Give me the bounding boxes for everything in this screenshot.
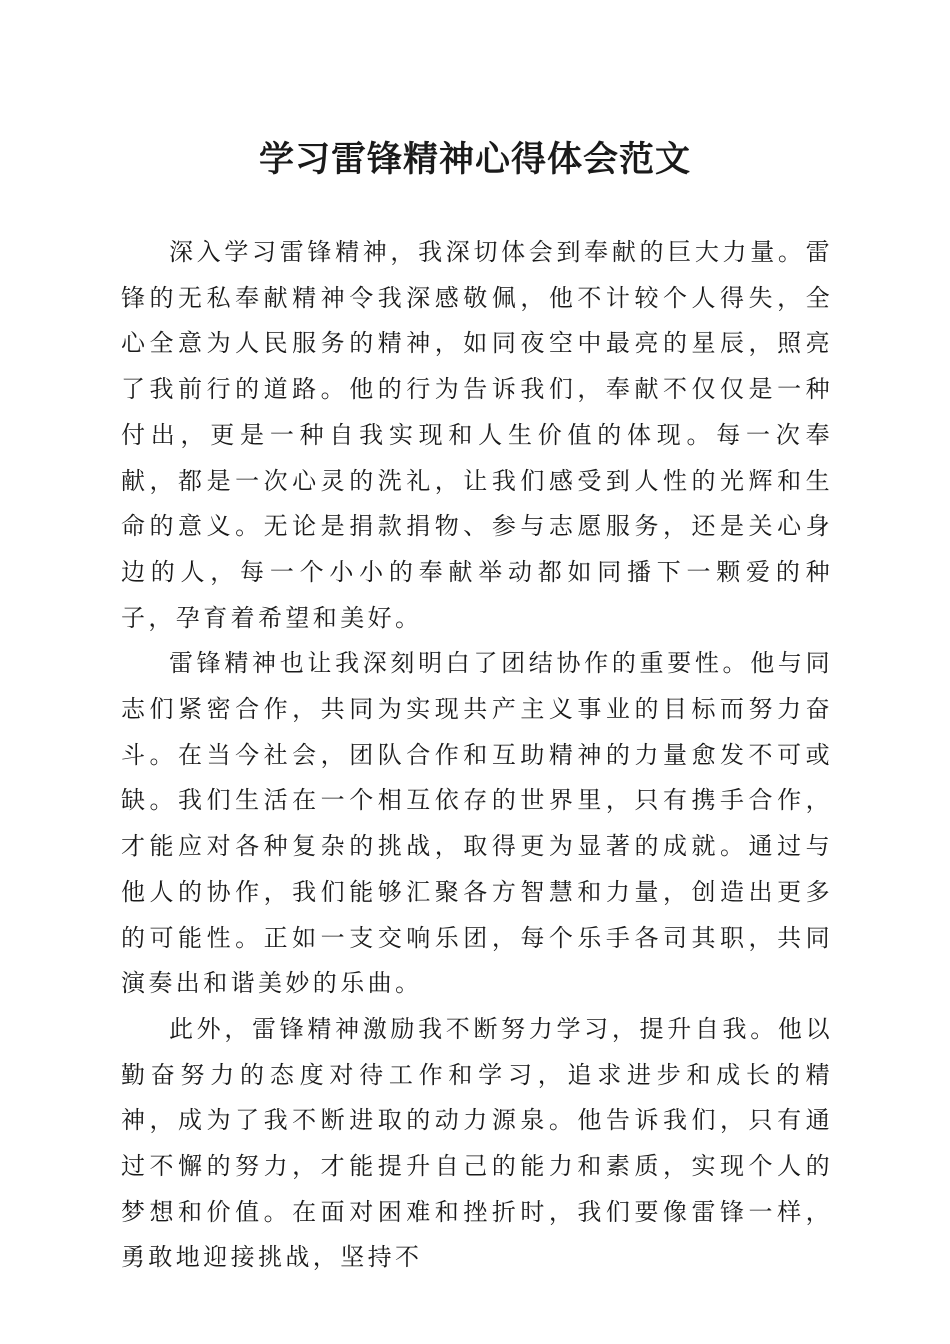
paragraph-dedication: 深入学习雷锋精神，我深切体会到奉献的巨大力量。雷锋的无私奉献精神令我深感敬佩，他不计较个人得失，全心全意为人民服务的精神，如同夜空中最亮的星辰，照亮了我前行的道路。他的行为告诉我们，奉献不仅仅是一种付出，更是一种自我实现和人生价值的体现。每一次奉献，都是一次心灵的洗礼，让我们感受到人性的光辉和生命的意义。无论是捐款捐物、参与志愿服务，还是关心身边的人，每一个小小的奉献举动都如同播下一颗爱的种子，孕育着希望和美好。	[121, 238, 833, 632]
document-title: 学习雷锋精神心得体会范文	[258, 139, 691, 180]
paragraph-self-improvement: 此外，雷锋精神激励我不断努力学习，提升自我。他以勤奋努力的态度对待工作和学习，追求进步和成长的精神，成为了我不断进取的动力源泉。他告诉我们，只有通过不懈的努力，才能提升自己的能力和素质，实现个人的梦想和价值。在面对困难和挫折时，我们要像雷锋一样，勇敢地迎接挑战，坚持不	[121, 1014, 833, 1272]
paragraph-teamwork: 雷锋精神也让我深刻明白了团结协作的重要性。他与同志们紧密合作，共同为实现共产主义事业的目标而努力奋斗。在当今社会，团队合作和互助精神的力量愈发不可或缺。我们生活在一个相互依存的世界里，只有携手合作，才能应对各种复杂的挑战，取得更为显著的成就。通过与他人的协作，我们能够汇聚各方智慧和力量，创造出更多的可能性。正如一支交响乐团，每个乐手各司其职，共同演奏出和谐美妙的乐曲。	[121, 649, 833, 998]
document-body	[121, 230, 833, 1281]
